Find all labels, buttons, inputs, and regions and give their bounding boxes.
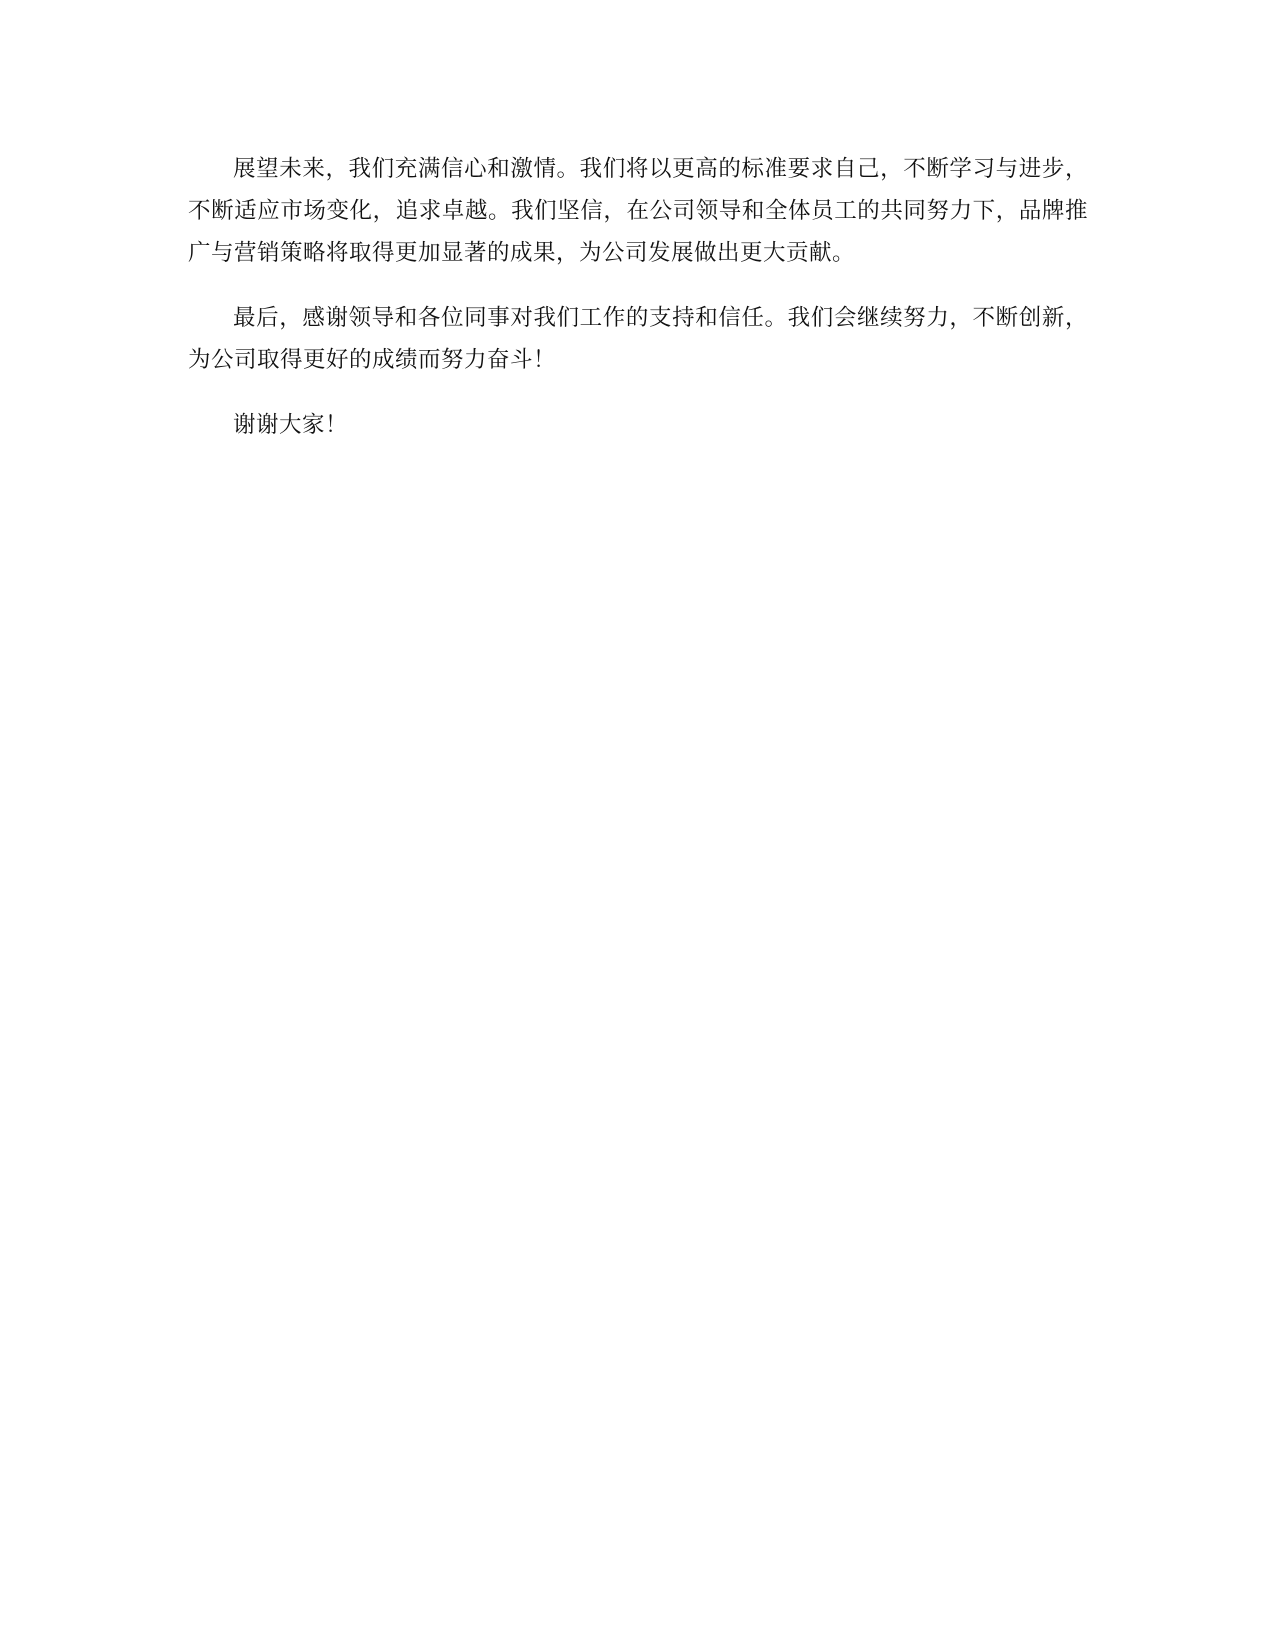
paragraph-closing: 谢谢大家！ [233,412,349,438]
document-body [188,148,1088,469]
paragraph-outlook: 展望未来，我们充满信心和激情。我们将以更高的标准要求自己，不断学习与进步，不断适应市场变化，追求卓越。我们坚信，在公司领导和全体员工的共同努力下，品牌推广与营销策略将取得更加显著的成果，为公司发展做出更大贡献。 [188,156,1088,266]
paragraph-thanks: 最后，感谢领导和各位同事对我们工作的支持和信任。我们会继续努力，不断创新，为公司取得更好的成绩而努力奋斗！ [188,305,1088,373]
